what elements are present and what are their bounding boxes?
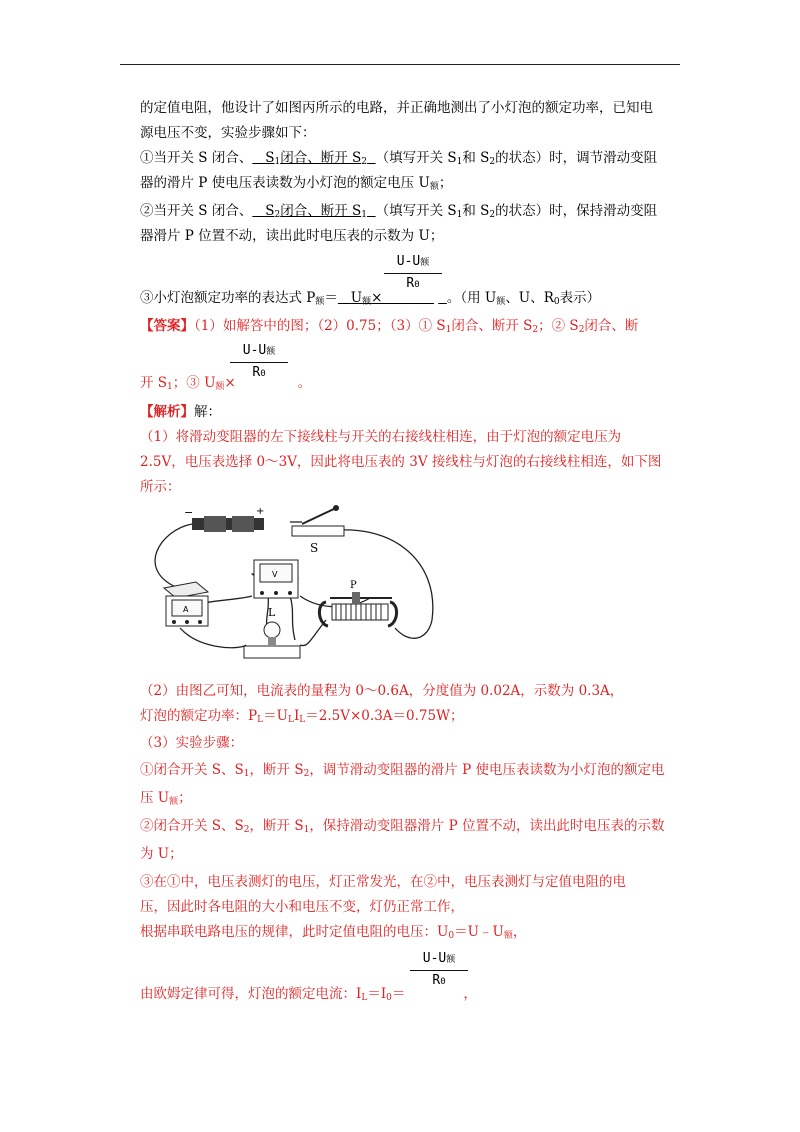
wire [180, 628, 246, 648]
svg-text:S: S [310, 541, 319, 555]
analysis-line: 根据串联电路电压的规律，此时定值电阻的电压：$U_0=U﹣U_额$， [140, 924, 527, 941]
analysis-line: 压 $U_额$； [140, 790, 192, 807]
svg-text:L: L [268, 606, 276, 619]
answer-line: 【答案】（1）如解答中的图；（2）0.75；（3）① $S_1$闭合、断开 $S_2$；② $S_2$闭合、断 [140, 318, 639, 335]
answer-blank-3: $U_额\times$ [350, 290, 383, 307]
switch [292, 505, 344, 555]
voltmeter [252, 560, 298, 598]
paragraph-line: 的定值电阻，他设计了如图丙所示的电路，并正确地测出了小灯泡的额定功率，已知电 [140, 100, 653, 116]
analysis-line: （2）由图乙可知，电流表的量程为 0～0.6A，分度值为 0.02A，示数为 0.3A， [140, 683, 624, 699]
svg-text:P: P [350, 580, 357, 591]
analysis-line: 灯泡的额定功率：$P_L=U_LI_L=2.5V\times 0.3A=0.75W$； [140, 708, 464, 725]
rheostat [319, 580, 396, 626]
step-2-line-2: 器滑片 P 位置不动，读出此时电压表的示数为 U； [140, 228, 444, 244]
step-3-line: ③小灯泡额定功率的表达式 $P_额=$ $U_额\times$ 。（用 $U_额$、U、$R_0$表示） [140, 290, 601, 307]
svg-text:A: A [183, 605, 189, 614]
fraction-expression: U-U额 R0 [384, 254, 442, 293]
analysis-heading: 【解析】解： [140, 404, 221, 420]
analysis-line: 压，因此时各电阻的大小和电压不变，灯仍正常工作， [140, 899, 464, 915]
wire [322, 530, 433, 638]
lamp [244, 606, 300, 658]
analysis-line: （1）将滑动变阻器的左下接线柱与开关的右接线柱相连，由于灯泡的额定电压为 [140, 429, 622, 445]
analysis-line: （3）实验步骤： [140, 735, 244, 751]
step-1-line: ①当开关 S 闭合、 $S_1$闭合、断开 $S_2$ （填写开关 $S_1$和 $S_2$的状态）时，调节滑动变阻 [140, 150, 658, 167]
analysis-line: ②闭合开关 S、$S_2$，断开 $S_1$，保持滑动变阻器滑片 P 位置不动，读出此时电压表的示数 [140, 818, 665, 835]
answer-line-2: 开 $S_1$；③ $U_额\times$ 。 [140, 375, 312, 392]
circuit-diagram [140, 500, 440, 672]
wire [290, 596, 295, 640]
header-rule [120, 64, 680, 65]
analysis-line: ①闭合开关 S、$S_1$，断开 $S_2$，调节滑动变阻器的滑片 P 使电压表读数为小灯泡的额定电 [140, 762, 665, 779]
ammeter [164, 582, 208, 626]
analysis-line: ③在①中，电压表测灯的电压，灯正常发光，在②中，电压表测灯与定值电阻的电 [140, 874, 626, 890]
wire [155, 524, 192, 588]
svg-text:+: + [256, 506, 265, 517]
fraction-expression: U-U额 R0 [410, 951, 468, 990]
svg-text:−: − [184, 506, 194, 519]
step-2-line: ②当开关 S 闭合、 $S_2$闭合、断开 $S_1$ （填写开关 $S_1$和 $S_2$的状态）时，保持滑动变阻 [140, 203, 658, 220]
analysis-line: 所示： [140, 479, 181, 495]
analysis-line: 2.5V，电压表选择 0～3V，因此将电压表的 3V 接线柱与灯泡的右接线柱相连，如下图 [140, 454, 662, 470]
answer-blank-1: $S_1$闭合、断开 $S_2$ [265, 150, 367, 167]
battery [184, 506, 264, 532]
answer-blank-2: $S_2$闭合、断开 $S_1$ [265, 203, 367, 220]
step-1-line-2: 器的滑片 P 使电压表读数为小灯泡的额定电压 $U_额$； [140, 175, 453, 192]
fraction-expression: U-U额 R0 [230, 343, 288, 382]
analysis-line: 由欧姆定律可得，灯泡的额定电流：$I_L=I_0=$ ， [140, 986, 477, 1003]
svg-text:V: V [272, 570, 278, 579]
analysis-line: 为 U； [140, 846, 183, 862]
paragraph-line: 源电压不变，实验步骤如下： [140, 125, 316, 141]
